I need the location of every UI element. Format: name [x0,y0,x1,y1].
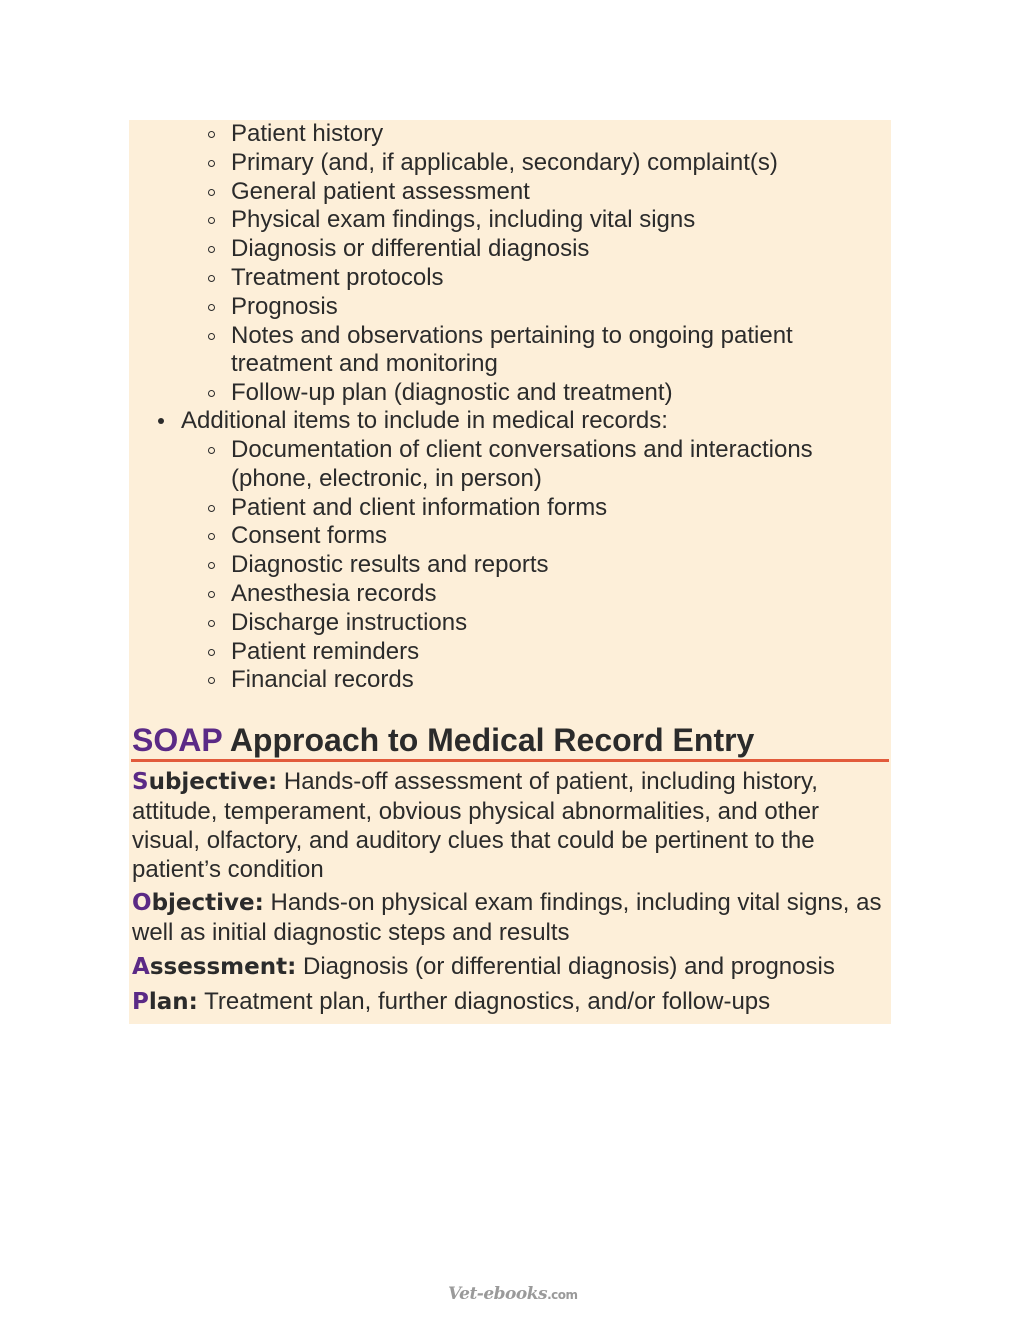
vet-ebooks-logo [448,1284,578,1304]
logo-text: Vet-ebooks [448,1284,548,1304]
soap-assessment [132,952,888,982]
soap-description: Treatment plan, further diagnostics, and/or follow-ups [197,988,771,1015]
soap-description: Hands-off assessment of patient, including history, attitude, temperament, obvious physical abnormalities, and other visual, olfactory, and auditory clues that could be pertinent to the patient’s condition [132,768,820,883]
list-item: Documentation of client conversations and interactions (phone, electronic, in person) [129,436,851,494]
soap-description: Hands-on physical exam findings, including vital signs, as well as initial diagnostic steps and results [132,889,882,946]
soap-plan [132,987,888,1017]
soap-subjective [132,767,888,884]
soap-term-rest: ssessment: [149,954,297,980]
list-item: Notes and observations pertaining to ongoing patient treatment and monitoring [129,322,851,380]
soap-initial: A [132,954,150,980]
additional-items-list [129,436,851,695]
soap-term [132,989,198,1015]
soap-description: Diagnosis (or differential diagnosis) and prognosis [296,953,835,980]
soap-term [132,769,277,795]
record-contents-list [129,120,851,408]
list-item: Diagnosis or differential diagnosis [129,235,851,264]
list-item: Diagnostic results and reports [129,551,851,580]
soap-term [132,890,264,916]
list-item: Financial records [129,666,851,695]
content-panel [129,120,891,1024]
list-item: General patient assessment [129,178,851,207]
list-item: Primary (and, if applicable, secondary) complaint(s) [129,149,851,178]
list-item: Patient reminders [129,638,851,667]
soap-initial: S [132,769,149,795]
list-item: Patient and client information forms [129,494,851,523]
list-item: Consent forms [129,522,851,551]
soap-initial: O [132,890,152,916]
list-item: Treatment protocols [129,264,851,293]
heading-text: Approach to Medical Record Entry [222,722,755,758]
list-item: Physical exam findings, including vital signs [129,206,851,235]
section-heading [132,720,888,760]
list-item: Discharge instructions [129,609,851,638]
soap-initial: P [132,989,149,1015]
soap-objective [132,888,888,947]
list-item: Follow-up plan (diagnostic and treatment) [129,379,851,408]
soap-term-rest: bjective: [151,890,264,916]
heading-accent: SOAP [132,722,223,758]
soap-term-rest: lan: [148,989,198,1015]
list-item: Anesthesia records [129,580,851,609]
list-item: Patient history [129,120,851,149]
additional-items-label: Additional items to include in medical records: [129,407,668,436]
heading-divider [131,759,889,762]
soap-term-rest: ubjective: [148,769,278,795]
list-item: Prognosis [129,293,851,322]
soap-term [132,954,296,980]
logo-suffix: .com [547,1288,578,1302]
